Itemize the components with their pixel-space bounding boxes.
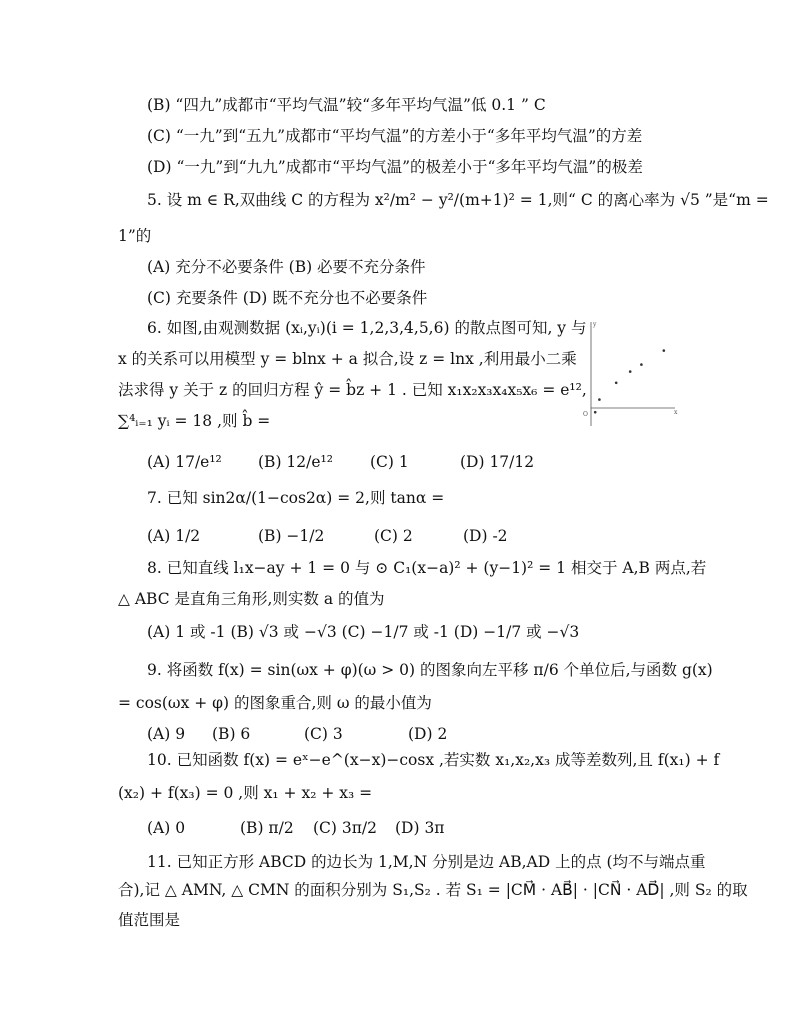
scatter-point [629, 370, 632, 373]
q4-option-b: (B) “四九”成都市“平均气温”较“多年平均气温”低 0.1 ” C [147, 96, 546, 114]
q10-option-a: (A) 0 [147, 819, 186, 837]
scatter-point [640, 363, 643, 366]
q10-stem-line1: 10. 已知函数 f(x) = eˣ−e^(x−x)−cosx ,若实数 x₁,x₂,x₃ 成等差数列,且 f(x₁) + f [147, 751, 720, 769]
q10-option-b: (B) π/2 [240, 819, 294, 837]
x-axis-label: x [674, 409, 678, 416]
q11-stem-line3: 值范围是 [118, 911, 181, 929]
q7-option-c: (C) 2 [374, 527, 413, 545]
q5-stem-line2: 1”的 [118, 227, 152, 245]
q11-stem-line2: 合),记 △ AMN, △ CMN 的面积分别为 S₁,S₂ . 若 S₁ = |CM⃗ · AB⃗| · |CN⃗ · AD⃗| ,则 S₂ 的取 [118, 881, 748, 899]
q6-option-c: (C) 1 [370, 453, 409, 471]
q10-option-d: (D) 3π [395, 819, 445, 837]
q6-stem-line3: 法求得 y 关于 z 的回归方程 ŷ = b̂z + 1 . 已知 x₁x₂x₃x₄x₅x₆ = e¹², [118, 381, 587, 399]
scatter-point [598, 398, 601, 401]
q6-stem-line1: 6. 如图,由观测数据 (xᵢ,yᵢ)(i = 1,2,3,4,5,6) 的散点图可知, y 与 [147, 319, 587, 337]
q8-stem-line1: 8. 已知直线 l₁x−ay + 1 = 0 与 ⊙ C₁(x−a)² + (y−1)² = 1 相交于 A,B 两点,若 [147, 559, 707, 577]
q6-scatter-plot [563, 318, 679, 430]
q9-option-d: (D) 2 [408, 725, 448, 743]
q4-option-c: (C) “一九”到“五九”成都市“平均气温”的方差小于“多年平均气温”的方差 [147, 127, 643, 145]
q7-stem: 7. 已知 sin2α/(1−cos2α) = 2,则 tanα = [147, 489, 445, 507]
q9-stem-line1: 9. 将函数 f(x) = sin(ωx + φ)(ω > 0) 的图象向左平移 π/6 个单位后,与函数 g(x) [147, 661, 713, 679]
q8-stem-line2: △ ABC 是直角三角形,则实数 a 的值为 [118, 590, 385, 608]
q9-option-c: (C) 3 [304, 725, 343, 743]
y-axis-label: y [593, 321, 597, 328]
q9-option-a: (A) 9 [147, 725, 186, 743]
q8-options: (A) 1 或 -1 (B) √3 或 −√3 (C) −1/7 或 -1 (D) −1/7 或 −√3 [147, 623, 580, 641]
q10-option-c: (C) 3π/2 [313, 819, 378, 837]
scatter-point [663, 349, 666, 352]
q11-stem-line1: 11. 已知正方形 ABCD 的边长为 1,M,N 分别是边 AB,AD 上的点 (均不与端点重 [147, 853, 706, 871]
q7-option-a: (A) 1/2 [147, 527, 201, 545]
q5-options-ab: (A) 充分不必要条件 (B) 必要不充分条件 [147, 258, 426, 276]
scatter-point [594, 411, 597, 414]
q7-option-d: (D) -2 [463, 527, 508, 545]
q9-option-b: (B) 6 [212, 725, 251, 743]
q6-option-b: (B) 12/e¹² [258, 453, 333, 471]
q6-stem-line2: x 的关系可以用模型 y = blnx + a 拟合,设 z = lnx ,利用最小二乘 [118, 350, 577, 368]
q4-option-d: (D) “一九”到“九九”成都市“平均气温”的极差小于“多年平均气温”的极差 [147, 158, 643, 176]
q6-stem-line4: ∑⁴ᵢ₌₁ yᵢ = 18 ,则 b̂ = [118, 412, 271, 430]
q6-option-d: (D) 17/12 [460, 453, 535, 471]
q6-option-a: (A) 17/e¹² [147, 453, 222, 471]
q9-stem-line2: = cos(ωx + φ) 的图象重合,则 ω 的最小值为 [118, 694, 432, 712]
scatter-point [615, 382, 618, 385]
q10-stem-line2: (x₂) + f(x₃) = 0 ,则 x₁ + x₂ + x₃ = [118, 784, 373, 802]
q5-stem-line1: 5. 设 m ∈ R,双曲线 C 的方程为 x²/m² − y²/(m+1)² = 1,则“ C 的离心率为 √5 ”是“m = [147, 191, 769, 209]
q7-option-b: (B) −1/2 [258, 527, 325, 545]
origin-label: O [583, 411, 588, 418]
q5-options-cd: (C) 充要条件 (D) 既不充分也不必要条件 [147, 289, 428, 307]
